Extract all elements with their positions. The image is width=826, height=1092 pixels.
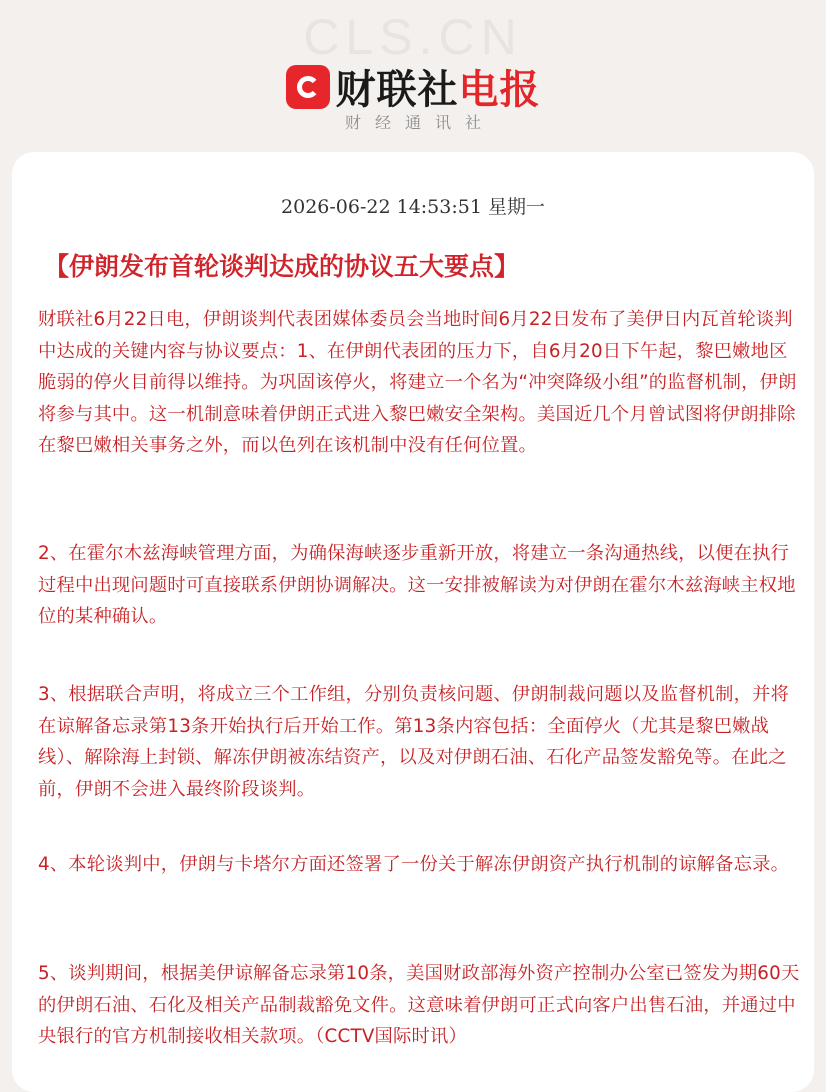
logo-text-main: 财联社 bbox=[335, 67, 459, 113]
article-paragraph-5: 5、谈判期间，根据美伊谅解备忘录第10条，美国财政部海外资产控制办公室已签发为期60天的伊朗石油、石化及相关产品制裁豁免文件。这意味着伊朗可正式向客户出售石油，并通过中央银行的官方机制接收相关款项。（CCTV国际时讯） bbox=[38, 963, 800, 1047]
cls-logo-icon bbox=[286, 65, 330, 109]
cls-watermark: CLS.CN bbox=[303, 9, 523, 65]
article-card bbox=[12, 152, 814, 1092]
tagline: 财经通讯社 bbox=[344, 113, 495, 132]
cls-logo-text bbox=[336, 58, 541, 115]
article-headline: 【伊朗发布首轮谈判达成的协议五大要点】 bbox=[44, 252, 520, 281]
logo-text-accent: 电报 bbox=[458, 67, 541, 113]
article-paragraph-2: 2、在霍尔木兹海峡管理方面，为确保海峡逐步重新开放，将建立一条沟通热线，以便在执行过程中出现问题时可直接联系伊朗协调解决。这一安排被解读为对伊朗在霍尔木兹海峡主权地位的某种确认。 bbox=[38, 543, 796, 627]
cls-logo bbox=[0, 58, 826, 115]
article-paragraph-4: 4、本轮谈判中，伊朗与卡塔尔方面还签署了一份关于解冻伊朗资产执行机制的谅解备忘录。 bbox=[38, 854, 790, 875]
article-paragraph-3: 3、根据联合声明，将成立三个工作组，分别负责核问题、伊朗制裁问题以及监督机制，并将在谅解备忘录第13条开始执行后开始工作。第13条内容包括：全面停火（尤其是黎巴嫩战线）、解除海上封锁、解冻伊朗被冻结资产，以及对伊朗石油、石化产品签发豁免等。在此之前，伊朗不会进入最终阶段谈判。 bbox=[38, 684, 790, 800]
article-datetime: 2026-06-22 14:53:51 星期一 bbox=[281, 196, 545, 218]
article-paragraph-1: 财联社6月22日电，伊朗谈判代表团媒体委员会当地时间6月22日发布了美伊日内瓦首轮谈判中达成的关键内容与协议要点：1、在伊朗代表团的压力下，自6月20日下午起，黎巴嫩地区脆弱的停火目前得以维持。为巩固该停火，将建立一个名为“冲突降级小组”的监督机制，伊朗将参与其中。这一机制意味着伊朗正式进入黎巴嫩安全架构。美国近几个月曾试图将伊朗排除在黎巴嫩相关事务之外，而以色列在该机制中没有任何位置。 bbox=[38, 309, 797, 456]
